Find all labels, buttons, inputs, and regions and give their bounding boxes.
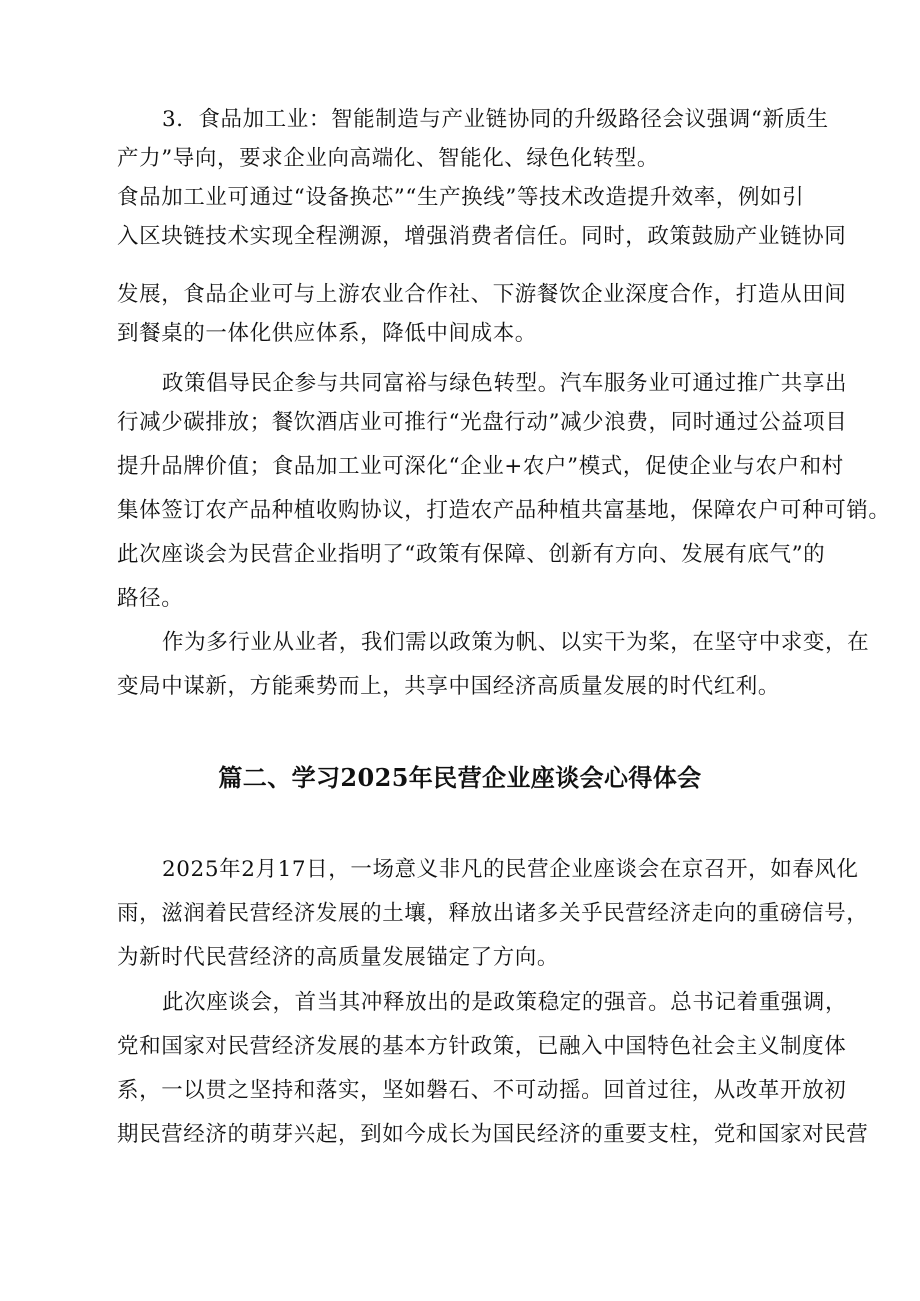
paragraph-line: 系，一以贯之坚持和落实，坚如磐石、不可动摇。回首过往，从改革开放初 bbox=[117, 1078, 847, 1103]
paragraph-line: 到餐桌的一体化供应体系，降低中间成本。 bbox=[117, 321, 537, 346]
paragraph-line: 作为多行业从业者，我们需以政策为帆、以实干为桨，在坚守中求变，在 bbox=[162, 630, 870, 655]
paragraph-line: 此次座谈会为民营企业指明了“政策有保障、创新有方向、发展有底气”的 bbox=[117, 542, 826, 567]
section-heading: 篇二、学习2025年民营企业座谈会心得体会 bbox=[218, 763, 702, 792]
paragraph-line: 期民营经济的萌芽兴起，到如今成长为国民经济的重要支柱，党和国家对民营 bbox=[117, 1122, 869, 1147]
paragraph-line: 为新时代民营经济的高质量发展锚定了方向。 bbox=[117, 945, 560, 970]
paragraph-line: 2025年2月17日，一场意义非凡的民营企业座谈会在京召开，如春风化 bbox=[162, 857, 859, 882]
paragraph-line: 行减少碳排放；餐饮酒店业可推行“光盘行动”减少浪费，同时通过公益项目 bbox=[117, 410, 848, 435]
paragraph-line: 党和国家对民营经济发展的基本方针政策，已融入中国特色社会主义制度体 bbox=[117, 1034, 847, 1059]
paragraph-line: 3．食品加工业：智能制造与产业链协同的升级路径会议强调“新质生 bbox=[162, 107, 829, 132]
paragraph-line: 入区块链技术实现全程溯源，增强消费者信任。同时，政策鼓励产业链协同 bbox=[117, 224, 847, 249]
paragraph-line: 路径。 bbox=[117, 586, 184, 611]
paragraph-line: 产力”导向，要求企业向高端化、智能化、绿色化转型。 bbox=[117, 146, 659, 171]
paragraph-line: 提升品牌价值；食品加工业可深化“企业+农户”模式，促使企业与农户和村 bbox=[117, 454, 844, 479]
paragraph-line: 此次座谈会，首当其冲释放出的是政策稳定的强音。总书记着重强调， bbox=[162, 990, 848, 1015]
paragraph-line: 政策倡导民企参与共同富裕与绿色转型。汽车服务业可通过推广共享出 bbox=[162, 371, 848, 396]
paragraph-line: 变局中谋新，方能乘势而上，共享中国经济高质量发展的时代红利。 bbox=[117, 674, 781, 699]
paragraph-line: 发展，食品企业可与上游农业合作社、下游餐饮企业深度合作，打造从田间 bbox=[117, 282, 847, 307]
paragraph-line: 食品加工业可通过“设备换芯”“生产换线”等技术改造提升效率，例如引 bbox=[117, 185, 805, 210]
paragraph-line: 雨，滋润着民营经济发展的土壤，释放出诸多关乎民营经济走向的重磅信号， bbox=[117, 901, 869, 926]
paragraph-line: 集体签订农产品种植收购协议，打造农产品种植共富基地，保障农户可种可销。 bbox=[117, 498, 891, 523]
